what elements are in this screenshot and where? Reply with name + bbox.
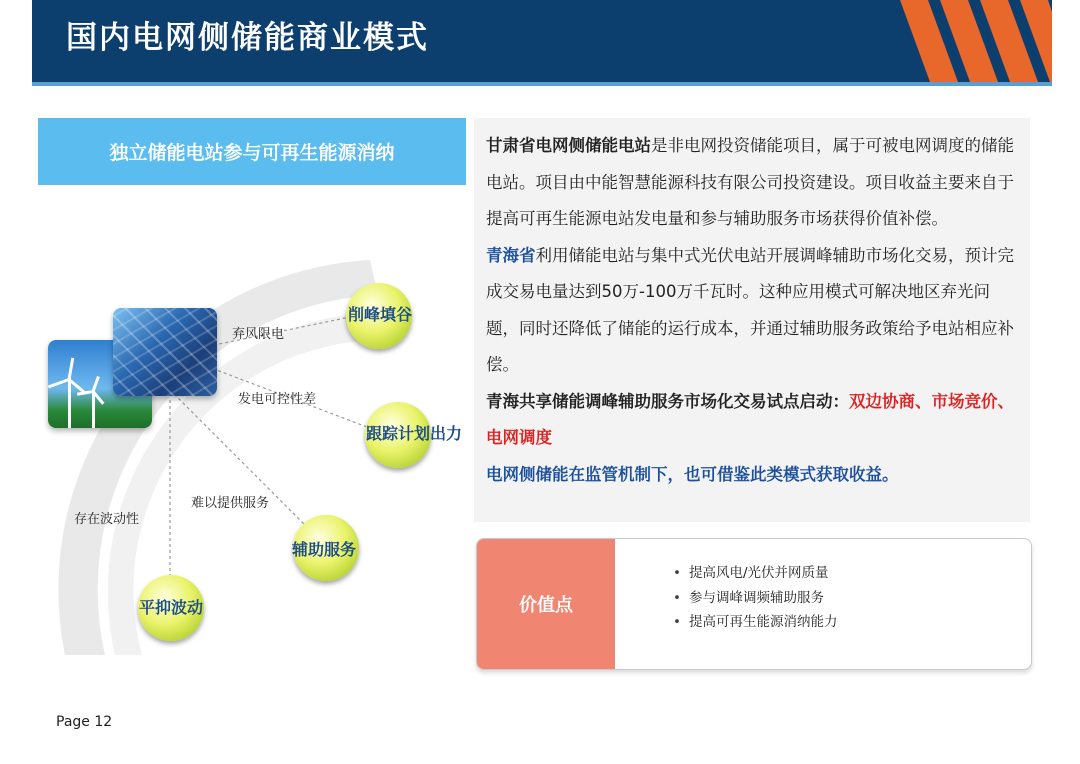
value-item: • 提高可再生能源消纳能力 <box>673 610 837 635</box>
description-panel <box>474 118 1030 522</box>
paragraph-gansu <box>486 128 1020 238</box>
value-item: • 提高风电/光伏并网质量 <box>673 561 837 586</box>
bubble-label-smooth: 平抑波动 <box>139 598 204 617</box>
value-label: 价值点 <box>477 539 615 669</box>
value-item: • 参与调峰调频辅助服务 <box>673 586 837 611</box>
paragraph-conclusion <box>486 457 1020 494</box>
gansu-heading: 甘肃省电网侧储能电站 <box>486 136 651 155</box>
label-curtail: 弃风限电 <box>232 327 285 342</box>
solar-panel-photo <box>113 308 217 396</box>
pilot-heading: 青海共享储能调峰辅助服务市场化交易试点启动： <box>486 391 849 411</box>
qinghai-text: 利用储能电站与集中式光伏电站开展调峰辅助市场化交易，预计完成交易电量达到50万-100万千瓦时。这种应用模式可解决地区弃光问题，同时还降低了储能的运行成本，并通过辅助服务政策给予电站相应补偿。 <box>486 245 1014 374</box>
value-box <box>476 538 1032 670</box>
page-title: 国内电网侧储能商业模式 <box>66 20 429 56</box>
qinghai-heading: 青海省 <box>486 245 536 265</box>
label-fluct: 存在波动性 <box>74 512 140 527</box>
label-service: 难以提供服务 <box>191 496 270 511</box>
pilot-highlight: 双边协商、市场竞价、电网调度 <box>486 391 1014 447</box>
header-stripes-decoration <box>880 0 1080 86</box>
paragraph-pilot <box>486 384 1020 457</box>
paragraph-qinghai <box>486 238 1020 384</box>
bubble-label-track: 跟踪计划出力 <box>366 424 463 443</box>
value-list <box>673 561 837 635</box>
bubble-label-aux: 辅助服务 <box>292 540 357 559</box>
page-number: Page 12 <box>56 714 113 730</box>
bubble-label-peak: 削峰填谷 <box>348 305 413 324</box>
conclusion-text: 电网侧储能在监管机制下，也可借鉴此类模式获取收益。 <box>486 464 899 484</box>
subtitle-bar: 独立储能电站参与可再生能源消纳 <box>38 118 466 185</box>
gansu-text: 是非电网投资储能项目，属于可被电网调度的储能电站。项目由中能智慧能源科技有限公司投资建设。项目收益主要来自于提高可再生能源电站发电量和参与辅助服务市场获得价值补偿。 <box>486 136 1014 228</box>
label-control: 发电可控性差 <box>238 392 317 407</box>
